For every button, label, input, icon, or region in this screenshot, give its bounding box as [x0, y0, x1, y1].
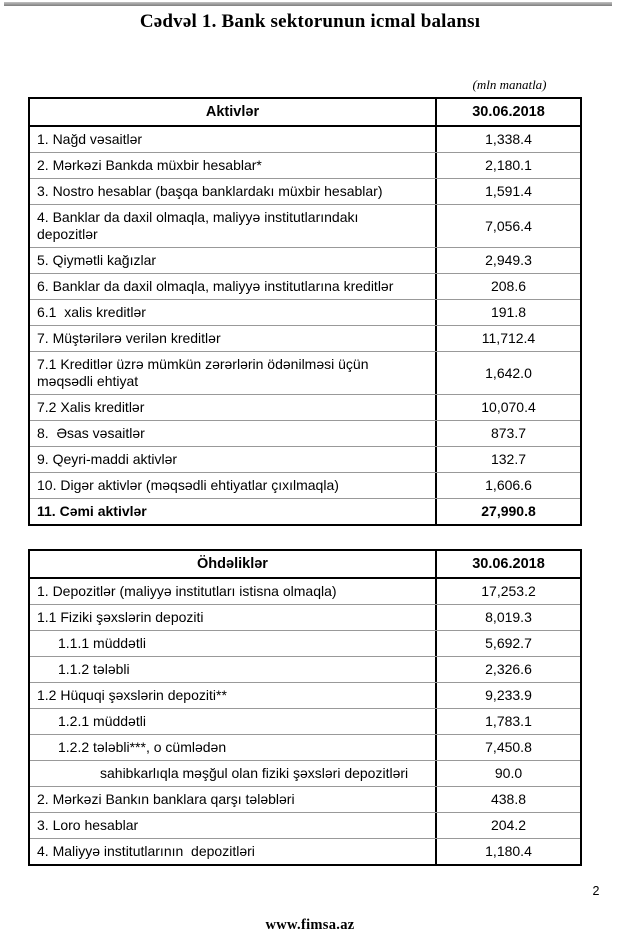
- top-divider-bar: [4, 2, 612, 6]
- row-value: 2,180.1: [485, 157, 532, 173]
- row-value: 2,326.6: [485, 661, 532, 677]
- table-row: [30, 604, 580, 630]
- row-label: 2. Mərkəzi Bankın banklara qarşı tələbləri: [30, 787, 437, 812]
- row-value: 5,692.7: [485, 635, 532, 651]
- row-label: 1. Depozitlər (maliyyə institutları istisna olmaqla): [30, 579, 437, 604]
- row-value: 1,591.4: [485, 183, 532, 199]
- row-value: 8,019.3: [485, 609, 532, 625]
- row-label: 1. Nağd vəsaitlər: [30, 127, 437, 152]
- table-row: [30, 812, 580, 838]
- row-label: 1.1.2 tələbli: [30, 657, 437, 682]
- row-label: 6.1 xalis kreditlər: [30, 300, 437, 325]
- row-value: 90.0: [494, 765, 523, 781]
- page-number: 2: [592, 884, 600, 898]
- row-label: 1.2.2 tələbli***, o cümlədən: [30, 735, 437, 760]
- table-row: [30, 351, 580, 394]
- table-row: [30, 838, 580, 864]
- table-row: [30, 786, 580, 812]
- assets-table: [28, 97, 582, 526]
- table-row: [30, 127, 580, 152]
- row-label: 4. Maliyyə institutlarının depozitləri: [30, 839, 437, 864]
- table-row: [30, 247, 580, 273]
- table-row: [30, 394, 580, 420]
- table-row: [30, 446, 580, 472]
- row-value: 191.8: [490, 304, 527, 320]
- table-row: [30, 734, 580, 760]
- row-label: 10. Digər aktivlər (məqsədli ehtiyatlar çıxılmaqla): [30, 473, 437, 498]
- page-title: Cədvəl 1. Bank sektorunun icmal balansı: [139, 11, 481, 32]
- row-value: 204.2: [490, 817, 527, 833]
- row-value: 7,450.8: [485, 739, 532, 755]
- liabilities-table-header-label: Öhdəliklər: [30, 551, 437, 577]
- row-value: 7,056.4: [485, 217, 532, 234]
- table-row: [30, 204, 580, 247]
- table-row: [30, 656, 580, 682]
- row-label: 4. Banklar da daxil olmaqla, maliyyə institutlarındakı depozitlər: [30, 205, 437, 247]
- assets-table-header-row: [30, 99, 580, 127]
- row-value: 208.6: [490, 278, 527, 294]
- table-row: [30, 420, 580, 446]
- row-label: 5. Qiymətli kağızlar: [30, 248, 437, 273]
- liabilities-table-header-row: [30, 551, 580, 579]
- row-value: 1,642.0: [485, 364, 532, 381]
- row-value: 27,990.8: [481, 503, 536, 519]
- row-value: 2,949.3: [485, 252, 532, 268]
- table-row: [30, 579, 580, 604]
- row-value: 438.8: [490, 791, 527, 807]
- row-label: 7.2 Xalis kreditlər: [30, 395, 437, 420]
- liabilities-table-body: [30, 579, 580, 864]
- table-row: [30, 178, 580, 204]
- row-value: 1,606.6: [485, 477, 532, 493]
- row-label: 7. Müştərilərə verilən kreditlər: [30, 326, 437, 351]
- row-value: 132.7: [490, 451, 527, 467]
- assets-table-body: [30, 127, 580, 524]
- table-row: [30, 708, 580, 734]
- row-value: 1,783.1: [485, 713, 532, 729]
- row-value: 1,338.4: [485, 131, 532, 147]
- row-label: 1.1.1 müddətli: [30, 631, 437, 656]
- row-label: 8. Əsas vəsaitlər: [30, 421, 437, 446]
- row-label: 3. Loro hesablar: [30, 813, 437, 838]
- row-label: 9. Qeyri-maddi aktivlər: [30, 447, 437, 472]
- row-label: 2. Mərkəzi Bankda müxbir hesablar*: [30, 153, 437, 178]
- row-label: 6. Banklar da daxil olmaqla, maliyyə institutlarına kreditlər: [30, 274, 437, 299]
- row-label: 1.1 Fiziki şəxslərin depoziti: [30, 605, 437, 630]
- row-value: 10,070.4: [481, 399, 536, 415]
- row-label: 11. Cəmi aktivlər: [30, 499, 437, 524]
- row-label: sahibkarlıqla məşğul olan fiziki şəxsləri depozitləri: [30, 761, 437, 786]
- row-value: 17,253.2: [481, 583, 536, 599]
- row-label: 1.2 Hüquqi şəxslərin depoziti**: [30, 683, 437, 708]
- row-value: 1,180.4: [485, 843, 532, 859]
- table-row: [30, 152, 580, 178]
- row-label: 1.2.1 müddətli: [30, 709, 437, 734]
- table-row: [30, 682, 580, 708]
- row-value: 873.7: [490, 425, 527, 441]
- row-value: 9,233.9: [485, 687, 532, 703]
- table-row: [30, 299, 580, 325]
- table-row: [30, 498, 580, 524]
- row-value: 11,712.4: [481, 330, 536, 346]
- liabilities-table-header-date: 30.06.2018: [472, 555, 545, 572]
- table-row: [30, 325, 580, 351]
- row-label: 3. Nostro hesablar (başqa banklardakı müxbir hesablar): [30, 179, 437, 204]
- liabilities-table: [28, 549, 582, 866]
- table-row: [30, 472, 580, 498]
- assets-table-header-date: 30.06.2018: [472, 103, 545, 120]
- footer-url: www.fimsa.az: [265, 917, 355, 933]
- unit-note: (mln manatla): [472, 77, 547, 92]
- row-label: 7.1 Kreditlər üzrə mümkün zərərlərin ödənilməsi üçün məqsədli ehtiyat: [30, 352, 437, 394]
- assets-table-header-label: Aktivlər: [30, 99, 437, 125]
- table-row: [30, 273, 580, 299]
- table-row: [30, 630, 580, 656]
- table-row: [30, 760, 580, 786]
